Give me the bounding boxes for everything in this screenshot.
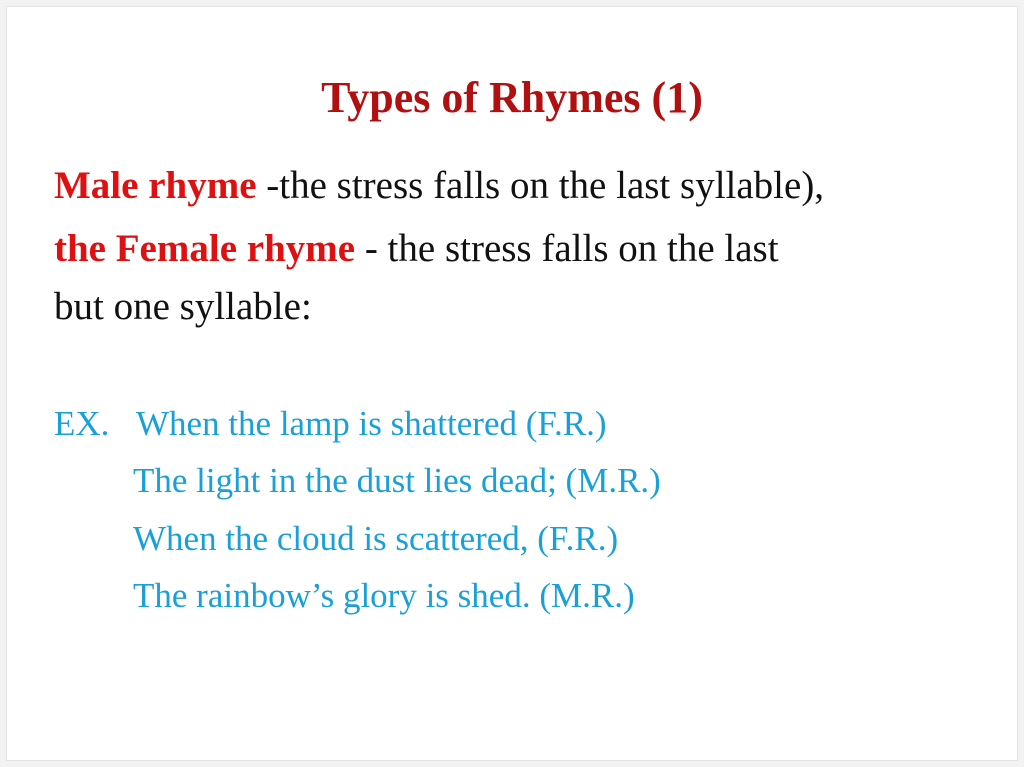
example-line-1: When the lamp is shattered (F.R.) <box>136 404 607 443</box>
slide-title: Types of Rhymes (1) <box>321 73 703 122</box>
example-line-2: The light in the dust lies dead; (M.R.) <box>133 461 661 500</box>
male-rhyme-term: Male rhyme <box>54 164 257 207</box>
example-line-3: When the cloud is scattered, (F.R.) <box>133 519 619 558</box>
example-prefix: EX. <box>54 404 110 443</box>
female-rhyme-definition <box>54 223 779 275</box>
male-rhyme-definition <box>54 160 824 212</box>
female-rhyme-term: the Female rhyme <box>54 227 356 270</box>
example-line-4: The rainbow’s glory is shed. (M.R.) <box>133 576 635 615</box>
male-rhyme-description: -the stress falls on the last syllable), <box>256 164 825 207</box>
female-rhyme-description: - the stress falls on the last <box>355 227 779 270</box>
female-rhyme-description-continued: but one syllable: <box>54 285 312 328</box>
